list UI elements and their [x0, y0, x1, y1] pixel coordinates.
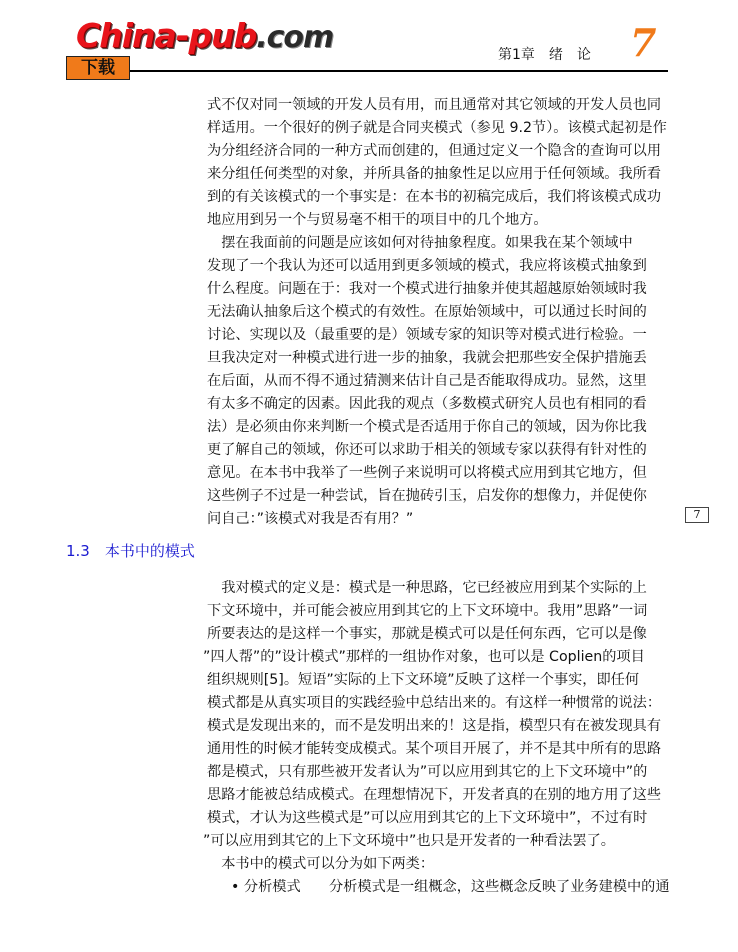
text-line: 更了解自己的领域，你还可以求助于相关的领域专家以获得有针对性的	[207, 442, 647, 458]
text-line: ”可以应用到其它的上下文环境中”也只是开发者的一种看法罢了。	[203, 833, 615, 849]
text-line: 模式都是从真实项目的实践经验中总结出来的。有这样一种惯常的说法：	[207, 695, 662, 711]
margin-page-number: 7	[685, 507, 709, 523]
text-line: 在后面，从而不得不通过猜测来估计自己是否能取得成功。显然，这里	[207, 373, 647, 389]
text-line: 下文环境中，并可能会被应用到其它的上下文环境中。我用”思路”一词	[207, 603, 648, 619]
text-line: 为分组经济合同的一种方式而创建的，但通过定义一个隐含的查询可以用	[207, 143, 662, 159]
text-line: 摆在我面前的问题是应该如何对待抽象程度。如果我在某个领域中	[207, 235, 633, 251]
text-line: 旦我决定对一种模式进行进一步的抽象，我就会把那些安全保护措施丢	[207, 350, 647, 366]
page-number: 7	[630, 20, 657, 65]
text-line: 问自己：”该模式对我是否有用？”	[207, 511, 414, 527]
text-line: 这些例子不过是一种尝试，旨在抛砖引玉，启发你的想像力，并促使你	[207, 488, 647, 504]
header-rule	[66, 70, 668, 72]
text-line: 法）是必须由你来判断一个模式是否适用于你自己的领域，因为你比我	[207, 419, 647, 435]
text-line: 无法确认抽象后这个模式的有效性。在原始领域中，可以通过长时间的	[207, 304, 647, 320]
text-line: 通用性的时候才能转变成模式。某个项目开展了，并不是其中所有的思路	[207, 741, 662, 757]
text-line: 样适用。一个很好的例子就是合同夹模式（参见 9.2节）。该模式起初是作	[207, 120, 667, 136]
section-heading: 1.3 本书中的模式	[66, 542, 195, 560]
text-line: ”四人帮”的”设计模式”那样的一组协作对象，也可以是 Coplien的项目	[203, 649, 645, 665]
logo-text-main: China-pub	[76, 16, 257, 55]
text-line: 到的有关该模式的一个事实是：在本书的初稿完成后，我们将该模式成功	[207, 189, 662, 205]
text-line: 思路才能被总结成模式。在理想情况下，开发者真的在别的地方用了这些	[207, 787, 662, 803]
text-line: 来分组任何类型的对象，并所具备的抽象性足以应用于任何领域。我所看	[207, 166, 662, 182]
text-line: 组织规则[5]。短语”实际的上下文环境”反映了这样一个事实，即任何	[207, 672, 640, 688]
text-line: 都是模式，只有那些被开发者认为”可以应用到其它的上下文环境中”的	[207, 764, 648, 780]
text-line: 讨论、实现以及（最重要的是）领域专家的知识等对模式进行检验。一	[207, 327, 647, 343]
text-line: 意见。在本书中我举了一些例子来说明可以将模式应用到其它地方，但	[207, 465, 647, 481]
text-line: 什么程度。问题在于：我对一个模式进行抽象并使其超越原始领域时我	[207, 281, 647, 297]
china-pub-logo[interactable]	[76, 16, 333, 56]
text-line: 我对模式的定义是：模式是一种思路，它已经被应用到某个实际的上	[207, 580, 647, 596]
text-line: 发现了一个我认为还可以适用到更多领域的模式，我应将该模式抽象到	[207, 258, 647, 274]
running-header-chapter: 第1章 绪 论	[498, 47, 591, 63]
text-line: 有太多不确定的因素。因此我的观点（多数模式研究人员也有相同的看	[207, 396, 647, 412]
text-line: 所要表达的是这样一个事实，那就是模式可以是任何东西，它可以是像	[207, 626, 647, 642]
logo-text-domain: .com	[256, 20, 334, 55]
text-line: 模式，才认为这些模式是”可以应用到其它的上下文环境中”，不过有时	[207, 810, 648, 826]
download-button[interactable]: 下载	[66, 56, 130, 80]
text-line: 式不仅对同一领域的开发人员有用，而且通常对其它领域的开发人员也同	[207, 97, 662, 113]
text-line: 模式是发现出来的，而不是发明出来的！这是指，模型只有在被发现具有	[207, 718, 662, 734]
text-line: 本书中的模式可以分为如下两类：	[207, 856, 435, 872]
text-line: 地应用到另一个与贸易毫不相干的项目中的几个地方。	[207, 212, 548, 228]
bullet-item-analysis-patterns: • 分析模式 分析模式是一组概念，这些概念反映了业务建模中的通	[231, 879, 670, 895]
